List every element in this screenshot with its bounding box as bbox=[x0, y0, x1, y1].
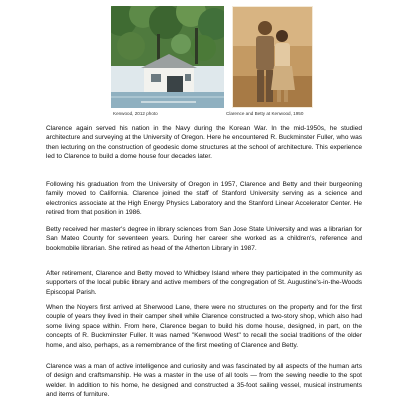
clarence-and-betty-photo bbox=[232, 6, 313, 108]
paragraph-craftsmanship: Clarence was a man of active intelligence and curiosity and was fascinated by all aspects of the human arts of design and craftsmanship. He was a master in the use of all tools — from the sewing needle to the spot welder. In addition to his home, he designed and constructed a 35-foot sailing vessel, musical instruments and items of furniture. bbox=[46, 363, 362, 399]
paragraph-betty-librarian: Betty received her master's degree in library sciences from San Jose State University and was a librarian for San Mateo County for seventeen years. During her career she worked as a children's, reference and bookmobile librarian. She retired as head of the Atherton Library in 1987. bbox=[46, 226, 362, 252]
paragraph-stanford-career: Following his graduation from the University of Oregon in 1957, Clarence and Betty and their burgeoning family moved to California. Clarence joined the staff of Stanford University serving as a science and electronics associate at the High Energy Physics Laboratory and the Stanford Linear Accelerator Center. He retired from that position in 1986. bbox=[46, 181, 362, 217]
left-photo-caption: Kenwood, 2012 photo bbox=[113, 111, 158, 116]
paragraph-whidbey-island: After retirement, Clarence and Betty moved to Whidbey Island where they participated in the community as supporters of the local public library and active members of the congregation of St. Augustine's-in-the-Woods Episcopal Parish. bbox=[46, 270, 362, 296]
kenwood-boathouse-photo bbox=[111, 6, 224, 108]
paragraph-sherwood-lane: When the Noyers first arrived at Sherwood Lane, there were no structures on the property and for the first couple of years they lived in their camper shell while Clarence constructed a two-story shop, which also had some living space within. From here, Clarence began to build his dome house, designed, in part, on the concepts of R. Buckminster Fuller. It was named "Kenwood West" to recall the social traditions of the older home, and also, perhaps, as a remembrance of the first meeting of Clarence and Betty. bbox=[46, 304, 362, 349]
right-photo-caption: Clarence and Betty at Kenwood, 1950 bbox=[226, 111, 304, 116]
paragraph-navy-service: Clarence again served his nation in the Navy during the Korean War. In the mid-1950s, he studied architecture and surveying at the University of Oregon. Here he encountered R. Buckminster Fuller, who was then lecturing on the construction of geodesic dome structures at the school of architecture. This experience led to Clarence to build a dome house four decades later. bbox=[46, 125, 362, 161]
